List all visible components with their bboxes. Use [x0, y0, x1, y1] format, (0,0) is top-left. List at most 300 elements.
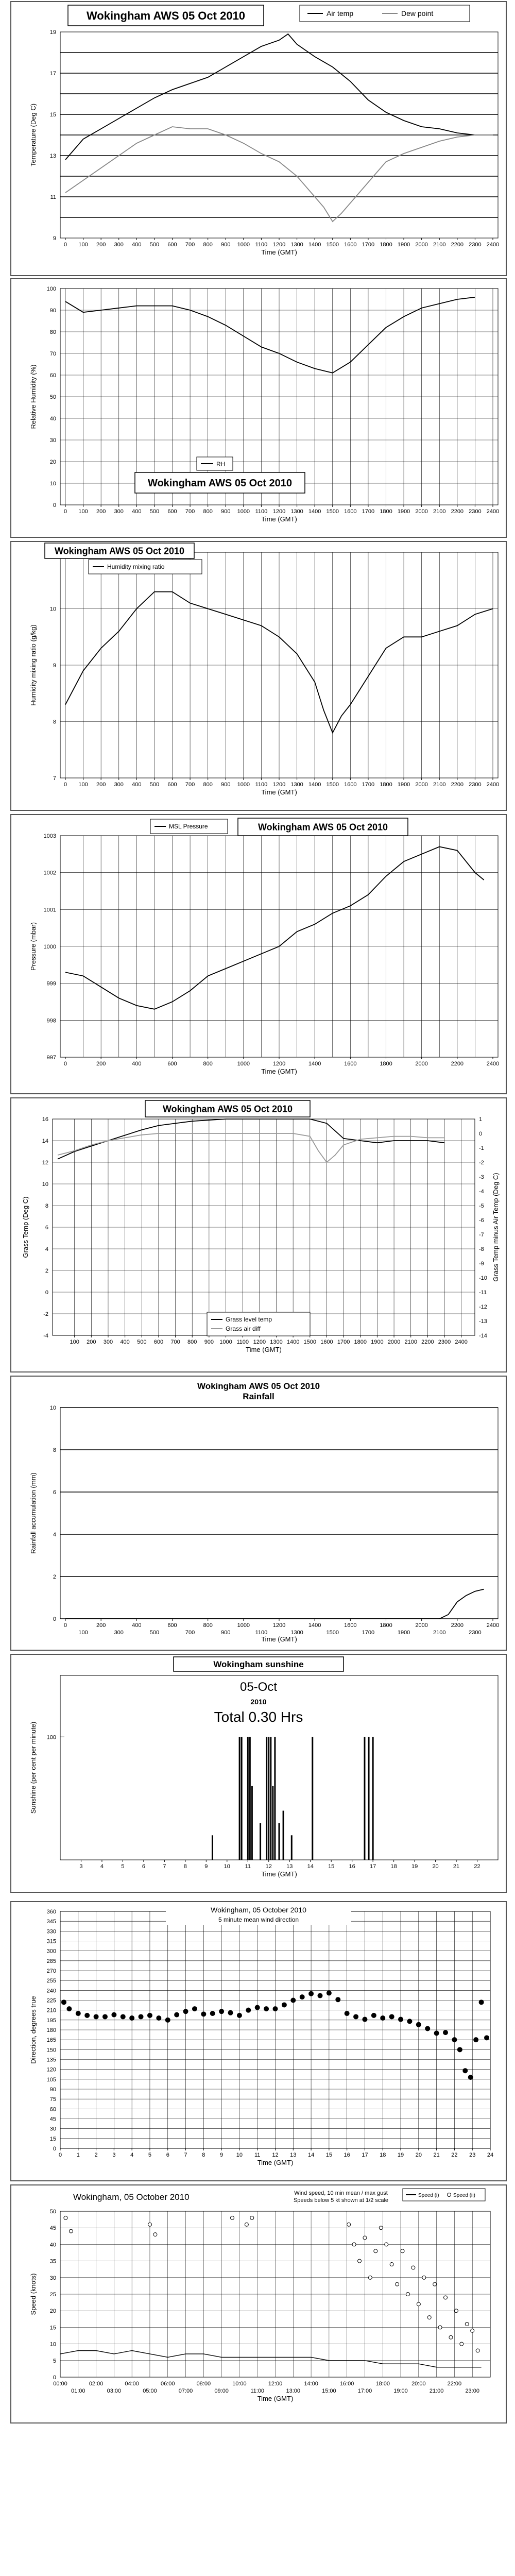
y-tick-label: 180	[46, 2027, 56, 2033]
rainfall-chart	[11, 1377, 506, 1650]
x-tick-label: 2100	[433, 509, 446, 515]
x-tick-label: 18	[380, 2152, 386, 2158]
wind-direction-point	[183, 2009, 188, 2014]
y-tick-label: 270	[46, 1968, 56, 1974]
y-tick-label: 12	[42, 1160, 48, 1166]
x-tick-label: 19:00	[393, 2388, 408, 2394]
x-tick-label: 1800	[380, 509, 392, 515]
y-tick-label: 997	[46, 1055, 56, 1061]
wind-direction-point	[479, 2000, 484, 2005]
y-tick-label: 165	[46, 2037, 56, 2044]
sunshine-date: 05-Oct	[239, 1680, 278, 1694]
gust-point	[396, 2282, 399, 2286]
mean-speed-line	[60, 2351, 482, 2367]
y-right-tick-label: -7	[479, 1232, 484, 1238]
x-tick-label: 21	[453, 1863, 460, 1870]
x-tick-label: 2400	[486, 1622, 500, 1629]
x-tick-label: 11	[245, 1863, 251, 1870]
x-tick-label: 4	[130, 2152, 134, 2158]
x-tick-label: 200	[96, 1061, 106, 1067]
gust-point	[363, 2236, 367, 2240]
y-tick-label: 30	[49, 2275, 56, 2281]
x-tick-label: 0	[58, 2152, 62, 2158]
x-tick-label: 500	[149, 1630, 160, 1636]
x-tick-label: 1300	[290, 509, 303, 515]
dew-point-line	[65, 127, 493, 222]
x-tick-label: 1000	[237, 1622, 250, 1629]
sunshine-bar	[274, 1737, 276, 1860]
x-tick-label: 2200	[451, 1622, 464, 1629]
temperature-chart-title: Wokingham AWS 05 Oct 2010	[86, 9, 246, 22]
wind-direction-chart-panel	[10, 1901, 507, 2181]
x-tick-label: 16	[349, 1863, 355, 1870]
y-tick-label: 100	[46, 286, 56, 292]
x-tick-label: 1800	[354, 1339, 367, 1345]
x-tick-label: 600	[167, 509, 177, 515]
legend-swatch	[448, 2193, 451, 2197]
x-axis-label: Time (GMT)	[261, 1870, 297, 1878]
x-tick-label: 19	[411, 1863, 418, 1870]
y-tick-label: 0	[53, 502, 56, 509]
legend-label-air-temp: Air temp	[327, 9, 354, 18]
x-tick-label: 1600	[344, 509, 357, 515]
x-tick-label: 700	[185, 242, 195, 248]
y-tick-label: 285	[46, 1958, 56, 1964]
x-tick-label: 17	[370, 1863, 376, 1870]
wind-direction-point	[474, 2038, 478, 2042]
y-tick-label: 15	[49, 2325, 56, 2331]
grass-temp-chart-panel	[10, 1097, 507, 1372]
x-tick-label: 0	[63, 782, 67, 788]
y-tick-label: 240	[46, 1988, 56, 1994]
y-tick-label: 300	[46, 1948, 56, 1955]
y-tick-label: 345	[46, 1919, 56, 1925]
wind-speed-chart-panel	[10, 2184, 507, 2424]
y-tick-label: 9	[53, 235, 56, 242]
x-tick-label: 8	[183, 1863, 187, 1870]
wind-direction-point	[381, 2016, 385, 2021]
wind-direction-point	[354, 2014, 358, 2019]
y-tick-label: 40	[49, 416, 56, 422]
x-tick-label: 4	[100, 1863, 104, 1870]
wind-direction-point	[300, 1995, 304, 1999]
y-tick-label: 50	[49, 394, 56, 400]
y-tick-label: 60	[49, 372, 56, 379]
humidity-chart	[11, 279, 506, 537]
wind-direction-point	[121, 2014, 125, 2019]
wind-direction-point	[237, 2013, 242, 2018]
wind-speed-chart	[11, 2185, 506, 2422]
y-right-tick-label: -5	[479, 1203, 484, 1209]
y-tick-label: 10	[49, 481, 56, 487]
wind-direction-point	[255, 2005, 260, 2010]
x-tick-label: 800	[203, 1061, 213, 1067]
legend-label: Grass air diff	[226, 1325, 261, 1332]
x-tick-label: 12:00	[268, 2381, 283, 2387]
y-tick-label: -2	[43, 1311, 48, 1317]
x-tick-label: 07:00	[178, 2388, 193, 2394]
gust-point	[438, 2326, 442, 2329]
wind-speed-subtitle-2: Speeds below 5 kt shown at 1/2 scale	[293, 2197, 389, 2204]
wind-direction-chart	[11, 1902, 506, 2180]
x-tick-label: 500	[149, 509, 160, 515]
x-tick-label: 200	[96, 782, 106, 788]
gust-point	[250, 2216, 254, 2219]
x-tick-label: 400	[132, 509, 142, 515]
sunshine-bar	[266, 1737, 267, 1860]
y-tick-label: 10	[49, 606, 56, 613]
y-tick-label: 7	[53, 775, 56, 782]
gust-point	[358, 2259, 362, 2263]
x-tick-label: 8	[202, 2152, 205, 2158]
x-tick-label: 1400	[286, 1339, 300, 1345]
x-tick-label: 2300	[469, 242, 482, 248]
gust-point	[465, 2322, 469, 2326]
x-tick-label: 300	[114, 242, 124, 248]
y-tick-label: 2	[53, 1574, 56, 1580]
y-right-tick-label: -2	[479, 1160, 484, 1166]
wind-speed-subtitle-1: Wind speed, 10 min mean / max gust	[294, 2190, 388, 2196]
x-tick-label: 400	[132, 782, 142, 788]
x-tick-label: 900	[221, 782, 231, 788]
x-tick-label: 22:00	[447, 2381, 462, 2387]
y-tick-label: 150	[46, 2047, 56, 2054]
gust-point	[385, 2243, 388, 2246]
y-axis-label: Direction, degrees true	[29, 1996, 37, 2064]
x-tick-label: 18:00	[375, 2381, 390, 2387]
x-tick-label: 16	[344, 2152, 350, 2158]
wind-direction-point	[452, 2038, 457, 2042]
x-tick-label: 2000	[415, 1622, 428, 1629]
wind-direction-point	[282, 2003, 286, 2007]
x-tick-label: 1000	[237, 509, 250, 515]
x-tick-label: 15	[325, 2152, 332, 2158]
wind-direction-point	[463, 2069, 468, 2073]
gust-point	[460, 2342, 464, 2346]
x-tick-label: 2300	[438, 1339, 451, 1345]
y-tick-label: 45	[49, 2225, 56, 2232]
x-tick-label: 600	[167, 242, 177, 248]
gust-point	[444, 2296, 448, 2299]
x-tick-label: 1800	[380, 242, 392, 248]
x-tick-label: 1600	[320, 1339, 333, 1345]
rainfall-chart-panel	[10, 1376, 507, 1651]
wind-direction-point	[363, 2017, 367, 2022]
y-right-tick-label: -8	[479, 1246, 484, 1252]
wind-direction-point	[201, 2012, 206, 2016]
x-tick-label: 1600	[344, 1061, 357, 1067]
x-tick-label: 7	[184, 2152, 187, 2158]
legend-label: Humidity mixing ratio	[107, 563, 165, 570]
y-tick-label: 13	[49, 153, 56, 159]
x-tick-label: 400	[132, 242, 142, 248]
x-axis-label: Time (GMT)	[261, 248, 297, 256]
x-tick-label: 1000	[237, 1061, 250, 1067]
x-tick-label: 600	[167, 1622, 177, 1629]
x-tick-label: 2300	[469, 1630, 482, 1636]
x-tick-label: 900	[204, 1339, 214, 1345]
x-tick-label: 400	[132, 1061, 142, 1067]
x-tick-label: 1100	[255, 782, 268, 788]
x-tick-label: 1900	[371, 1339, 384, 1345]
wind-direction-chart-title: Wokingham, 05 October 2010	[211, 1906, 306, 1914]
y-tick-label: 1001	[43, 907, 56, 913]
x-tick-label: 1200	[272, 242, 286, 248]
sunshine-bar	[368, 1737, 370, 1860]
x-tick-label: 13	[286, 1863, 293, 1870]
x-tick-label: 17:00	[357, 2388, 372, 2394]
x-tick-label: 1500	[326, 509, 339, 515]
pressure-line	[65, 847, 484, 1009]
x-tick-label: 22	[474, 1863, 480, 1870]
grass-temp-chart-title: Wokingham AWS 05 Oct 2010	[162, 1104, 293, 1114]
x-tick-label: 1100	[255, 509, 268, 515]
y-tick-label: 315	[46, 1938, 56, 1945]
x-tick-label: 2000	[415, 1061, 428, 1067]
y-tick-label: 5	[53, 2358, 56, 2364]
pressure-chart-panel	[10, 814, 507, 1094]
x-tick-label: 20:00	[411, 2381, 426, 2387]
x-tick-label: 01:00	[71, 2388, 85, 2394]
x-tick-label: 6	[166, 2152, 169, 2158]
y-axis-label: Speed (knots)	[29, 2273, 37, 2315]
x-tick-label: 1	[76, 2152, 80, 2158]
wind-direction-point	[468, 2075, 473, 2080]
sunshine-bar	[283, 1811, 284, 1860]
wind-direction-point	[157, 2016, 161, 2021]
x-tick-label: 10	[236, 2152, 243, 2158]
pressure-chart	[11, 815, 506, 1093]
wind-direction-point	[130, 2016, 134, 2021]
x-tick-label: 11:00	[250, 2388, 265, 2394]
y-tick-label: 195	[46, 2017, 56, 2024]
y-right-tick-label: 0	[479, 1131, 483, 1137]
wind-direction-point	[210, 2011, 215, 2016]
x-tick-label: 5	[121, 1863, 125, 1870]
x-tick-label: 21:00	[429, 2388, 444, 2394]
mixing-ratio-chart	[11, 542, 506, 810]
y-tick-label: 35	[49, 2258, 56, 2265]
rainfall-chart-title: Wokingham AWS 05 Oct 2010	[197, 1381, 320, 1391]
wind-direction-point	[425, 2026, 430, 2031]
y-tick-label: 8	[45, 1203, 48, 1209]
y-right-tick-label: -14	[479, 1333, 487, 1339]
gust-point	[401, 2249, 404, 2253]
x-tick-label: 14	[307, 1863, 314, 1870]
x-tick-label: 02:00	[89, 2381, 104, 2387]
y-axis-label: Rainfall accumulation (mm)	[29, 1472, 37, 1554]
x-tick-label: 100	[70, 1339, 79, 1345]
legend-label-dew-point: Dew point	[401, 9, 434, 18]
x-tick-label: 100	[78, 1630, 88, 1636]
sunshine-bar	[260, 1823, 261, 1860]
gust-point	[417, 2302, 420, 2306]
x-tick-label: 800	[203, 782, 213, 788]
x-tick-label: 05:00	[143, 2388, 157, 2394]
x-tick-label: 600	[167, 1061, 177, 1067]
gust-point	[231, 2216, 234, 2219]
x-tick-label: 06:00	[160, 2381, 175, 2387]
x-tick-label: 13	[290, 2152, 297, 2158]
x-tick-label: 10:00	[232, 2381, 247, 2387]
y-tick-label: 210	[46, 2007, 56, 2014]
wind-direction-point	[485, 2036, 489, 2040]
x-tick-label: 15:00	[322, 2388, 336, 2394]
x-tick-label: 2000	[415, 509, 428, 515]
x-tick-label: 1800	[380, 1061, 392, 1067]
y-tick-label: 11	[50, 194, 56, 200]
y-tick-label: 255	[46, 1978, 56, 1985]
x-tick-label: 900	[221, 242, 231, 248]
y-axis-label: Temperature (Deg C)	[29, 103, 37, 167]
wind-direction-point	[94, 2014, 98, 2019]
x-tick-label: 1000	[237, 782, 250, 788]
x-tick-label: 2100	[433, 1630, 446, 1636]
sunshine-bar	[212, 1835, 213, 1860]
x-tick-label: 200	[96, 509, 106, 515]
rainfall-line	[65, 1589, 484, 1619]
x-tick-label: 1800	[380, 782, 392, 788]
x-tick-label: 11	[254, 2152, 261, 2158]
sunshine-total: Total 0.30 Hrs	[214, 1709, 303, 1725]
sunshine-bar	[372, 1737, 374, 1860]
wind-direction-point	[434, 2031, 439, 2036]
wind-direction-point	[85, 2013, 90, 2018]
y-tick-label: 30	[49, 2126, 56, 2132]
y-tick-label: 8	[53, 1447, 56, 1453]
x-tick-label: 500	[137, 1339, 147, 1345]
y-tick-label: 1003	[43, 833, 56, 839]
y-tick-label: 1000	[43, 944, 56, 950]
x-tick-label: 600	[153, 1339, 164, 1345]
y-tick-label: 17	[49, 71, 56, 77]
x-tick-label: 700	[185, 509, 195, 515]
x-tick-label: 2000	[415, 242, 428, 248]
y-tick-label: 10	[49, 2341, 56, 2348]
wind-direction-point	[345, 2011, 349, 2016]
wind-direction-point	[102, 2014, 107, 2019]
humidity-chart-panel	[10, 278, 507, 538]
x-tick-label: 1500	[326, 242, 339, 248]
gust-point	[422, 2276, 426, 2279]
gust-point	[368, 2276, 372, 2279]
wind-direction-point	[246, 2008, 251, 2012]
x-tick-label: 2400	[486, 1061, 500, 1067]
legend-label-speed1: Speed (i)	[418, 2193, 439, 2198]
x-tick-label: 1600	[344, 1622, 357, 1629]
y-tick-label: 330	[46, 1928, 56, 1935]
y-tick-label: 10	[49, 1405, 56, 1411]
x-tick-label: 1300	[290, 1630, 303, 1636]
wind-direction-point	[318, 1993, 322, 1998]
x-tick-label: 20	[432, 1863, 439, 1870]
x-tick-label: 2300	[469, 782, 482, 788]
x-tick-label: 12	[265, 1863, 272, 1870]
gust-point	[352, 2243, 356, 2246]
x-tick-label: 800	[203, 1622, 213, 1629]
x-tick-label: 1500	[303, 1339, 317, 1345]
sunshine-bar	[270, 1737, 271, 1860]
legend-label: Grass level temp	[226, 1316, 272, 1323]
y-right-tick-label: -3	[479, 1174, 484, 1180]
x-tick-label: 2100	[404, 1339, 417, 1345]
x-tick-label: 1200	[272, 782, 286, 788]
y-tick-label: 0	[45, 1290, 48, 1296]
y-tick-label: 70	[49, 351, 56, 357]
gust-point	[476, 2349, 479, 2352]
wind-direction-point	[371, 2013, 376, 2018]
y-right-tick-label: 1	[479, 1116, 483, 1123]
x-tick-label: 2100	[433, 242, 446, 248]
y-right-tick-label: -11	[479, 1290, 487, 1296]
y-tick-label: -4	[43, 1333, 48, 1339]
y-tick-label: 8	[53, 719, 56, 725]
x-tick-label: 1200	[253, 1339, 266, 1345]
y-tick-label: 4	[45, 1246, 48, 1252]
x-tick-label: 600	[167, 782, 177, 788]
x-tick-label: 9	[204, 1863, 208, 1870]
x-tick-label: 5	[148, 2152, 152, 2158]
wind-direction-point	[175, 2012, 179, 2017]
x-tick-label: 100	[78, 782, 88, 788]
gust-point	[449, 2335, 453, 2339]
x-tick-label: 13:00	[286, 2388, 301, 2394]
y-tick-label: 2	[45, 1268, 48, 1274]
x-tick-label: 2200	[451, 242, 464, 248]
x-tick-label: 200	[96, 242, 106, 248]
y-tick-label: 14	[42, 1138, 48, 1144]
x-tick-label: 1400	[308, 1622, 321, 1629]
x-tick-label: 6	[142, 1863, 145, 1870]
x-tick-label: 1300	[290, 782, 303, 788]
wind-speed-chart-title: Wokingham, 05 October 2010	[73, 2192, 190, 2202]
x-tick-label: 1200	[272, 1061, 286, 1067]
gust-point	[245, 2223, 248, 2226]
wind-direction-point	[407, 2019, 412, 2024]
y-right-tick-label: -10	[479, 1275, 487, 1281]
x-tick-label: 1700	[362, 1630, 375, 1636]
wind-direction-point	[112, 2012, 116, 2017]
x-tick-label: 1900	[397, 242, 410, 248]
x-tick-label: 0	[63, 242, 67, 248]
y-tick-label: 20	[49, 2308, 56, 2315]
y-tick-label: 60	[49, 2106, 56, 2113]
y-tick-label: 40	[49, 2242, 56, 2248]
wind-direction-point	[291, 1998, 296, 2003]
wind-direction-point	[327, 1991, 331, 1995]
x-tick-label: 1900	[397, 509, 410, 515]
x-tick-label: 200	[87, 1339, 96, 1345]
sunshine-chart-panel	[10, 1654, 507, 1893]
x-tick-label: 1200	[272, 509, 286, 515]
x-tick-label: 16:00	[339, 2381, 354, 2387]
x-tick-label: 12	[272, 2152, 279, 2158]
x-tick-label: 400	[132, 1622, 142, 1629]
x-tick-label: 2300	[469, 509, 482, 515]
x-tick-label: 2200	[451, 782, 464, 788]
y-tick-label: 120	[46, 2066, 56, 2073]
x-axis-label: Time (GMT)	[261, 788, 297, 796]
x-tick-label: 14	[307, 2152, 315, 2158]
x-tick-label: 18	[390, 1863, 397, 1870]
y-tick-label: 19	[49, 29, 56, 36]
y-axis-label: Grass Temp (Deg C)	[22, 1196, 29, 1258]
x-tick-label: 14:00	[304, 2381, 318, 2387]
y-axis-label: Humidity mixing ratio (g/kg)	[29, 624, 37, 706]
mixing-ratio-chart-panel	[10, 541, 507, 811]
x-tick-label: 2200	[421, 1339, 434, 1345]
wind-direction-point	[309, 1991, 314, 1996]
